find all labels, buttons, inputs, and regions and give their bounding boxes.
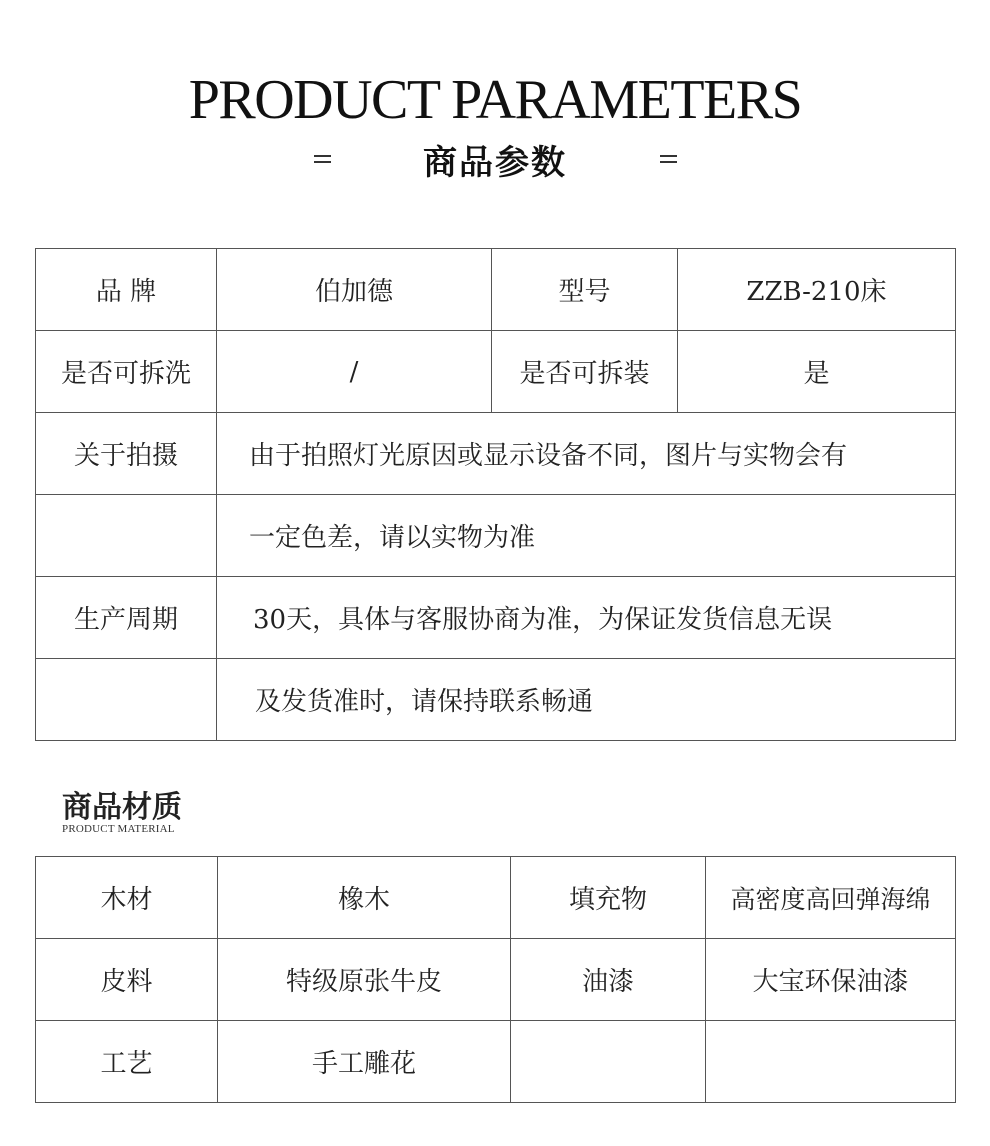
table-row [36, 1021, 956, 1103]
equals-decoration-right [620, 155, 716, 163]
detachable-value: 是 [678, 331, 956, 413]
cycle-note-line2: 及发货准时，请保持联系畅通 [217, 659, 956, 741]
table-row [36, 331, 956, 413]
empty-cell [36, 495, 217, 577]
empty-cell [511, 1021, 706, 1103]
photo-note-line1: 由于拍照灯光原因或显示设备不同，图片与实物会有 [217, 413, 956, 495]
brand-value: 伯加德 [217, 249, 492, 331]
table-row [36, 249, 956, 331]
cycle-label: 生产周期 [36, 577, 217, 659]
table-row [36, 857, 956, 939]
cycle-note-line1: 30天，具体与客服协商为准，为保证发货信息无误 [217, 577, 956, 659]
equals-decoration-left [274, 155, 370, 163]
craft-label: 工艺 [36, 1021, 218, 1103]
table-row [36, 939, 956, 1021]
leather-label: 皮料 [36, 939, 218, 1021]
material-table [35, 856, 956, 1103]
leather-value: 特级原张牛皮 [218, 939, 511, 1021]
craft-value: 手工雕花 [218, 1021, 511, 1103]
model-label: 型号 [492, 249, 678, 331]
empty-cell [36, 659, 217, 741]
table-row [36, 659, 956, 741]
material-section-subtitle: PRODUCT MATERIAL [62, 823, 175, 835]
table-row [36, 577, 956, 659]
page-subtitle-row [0, 134, 990, 184]
paint-label: 油漆 [511, 939, 706, 1021]
washable-label: 是否可拆洗 [36, 331, 217, 413]
page-title-en: PRODUCT PARAMETERS [188, 69, 802, 131]
wood-value: 橡木 [218, 857, 511, 939]
detachable-label: 是否可拆装 [492, 331, 678, 413]
photo-note-line2: 一定色差，请以实物为准 [217, 495, 956, 577]
table-row [36, 495, 956, 577]
table-row [36, 413, 956, 495]
model-value: ZZB-210床 [678, 249, 956, 331]
brand-label: 品 牌 [36, 249, 217, 331]
wood-label: 木材 [36, 857, 218, 939]
filling-label: 填充物 [511, 857, 706, 939]
photo-label: 关于拍摄 [36, 413, 217, 495]
filling-value: 高密度高回弹海绵 [706, 857, 956, 939]
empty-cell [706, 1021, 956, 1103]
page-title-cn: 商品参数 [423, 142, 567, 183]
material-section-title: 商品材质 [62, 790, 182, 825]
washable-value: / [217, 331, 492, 413]
paint-value: 大宝环保油漆 [706, 939, 956, 1021]
parameters-table [35, 248, 956, 741]
